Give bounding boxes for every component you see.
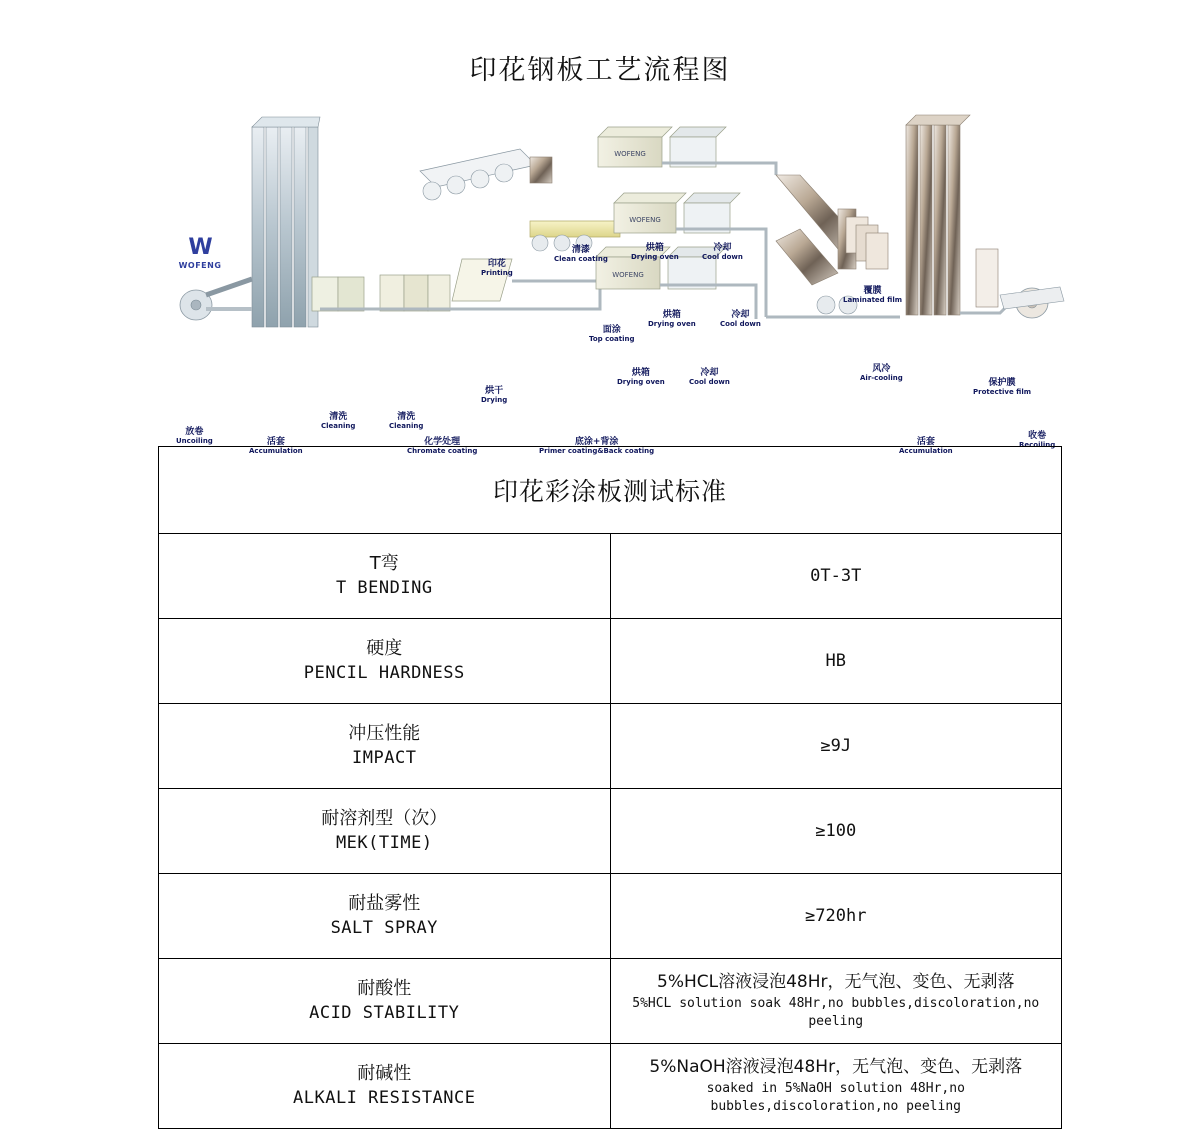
flow-label-drying-oven-2: 烘箱 Drying oven (648, 310, 696, 329)
spec-value-alkali-resistance: 5%NaOH溶液浸泡48Hr，无气泡、变色、无剥落 soaked in 5%NaOH solution 48Hr,no bubbles,discoloration,no peeling (610, 1044, 1062, 1129)
table-row (159, 959, 1062, 1044)
spec-table-wrapper (158, 446, 1062, 1129)
spec-value-salt-spray: ≥720hr (610, 874, 1062, 959)
logo-mark-icon: W (188, 235, 212, 260)
flow-label-protective-film: 保护膜 Protective film (973, 378, 1032, 397)
flow-label-printing: 印花 Printing (481, 259, 513, 278)
svg-text:WOFENG: WOFENG (612, 271, 644, 279)
table-row (159, 1044, 1062, 1129)
flow-label-air-cooling: 风冷 Air-cooling (860, 364, 903, 383)
spec-item-salt-spray: 耐盐雾性 SALT SPRAY (159, 874, 611, 959)
spec-value-t-bending: 0T-3T (610, 534, 1062, 619)
flow-label-chromate-coating: 化学处理 Chromate coating (407, 437, 478, 456)
svg-text:WOFENG: WOFENG (629, 216, 661, 224)
table-row (159, 789, 1062, 874)
spec-table (158, 446, 1062, 1129)
spec-value-mek: ≥100 (610, 789, 1062, 874)
flow-label-clean-coating: 清漆 Clean coating (554, 245, 608, 264)
flow-label-recoiling: 收卷 Recoiling (1019, 431, 1056, 450)
spec-item-alkali-resistance: 耐碱性 ALKALI RESISTANCE (159, 1044, 611, 1129)
spec-table-title: 印花彩涂板测试标准 (159, 447, 1062, 534)
table-title-row (159, 447, 1062, 534)
flow-label-top-coating: 面涂 Top coating (589, 325, 635, 344)
flow-label-primer-back-coating: 底涂+背涂 Primer coating&Back coating (539, 437, 655, 456)
flow-label-cleaning-1: 清洗 Cleaning (321, 412, 356, 431)
spec-item-acid-stability: 耐酸性 ACID STABILITY (159, 959, 611, 1044)
logo-text: WOFENG (178, 261, 222, 270)
flow-label-accumulation-in: 活套 Accumulation (249, 437, 303, 456)
brand-logo (172, 237, 228, 270)
flow-label-cool-down-2: 冷却 Cool down (720, 310, 761, 329)
spec-value-pencil-hardness: HB (610, 619, 1062, 704)
table-row (159, 704, 1062, 789)
flow-label-cool-down-3: 冷却 Cool down (702, 243, 743, 262)
page-title: 印花钢板工艺流程图 (469, 55, 731, 86)
spec-item-mek: 耐溶剂型（次） MEK(TIME) (159, 789, 611, 874)
flow-label-cool-down-1: 冷却 Cool down (689, 368, 730, 387)
spec-item-impact: 冲压性能 IMPACT (159, 704, 611, 789)
flow-label-drying: 烘干 Drying (481, 386, 508, 405)
flow-label-cleaning-2: 清洗 Cleaning (389, 412, 424, 431)
svg-text:WOFENG: WOFENG (614, 150, 646, 158)
table-row (159, 874, 1062, 959)
flow-label-accumulation-out: 活套 Accumulation (899, 437, 953, 456)
flow-label-drying-oven-1: 烘箱 Drying oven (617, 368, 665, 387)
flow-label-drying-oven-3: 烘箱 Drying oven (631, 243, 679, 262)
flow-label-uncoiling: 放卷 Uncoiling (176, 427, 213, 446)
spec-value-impact: ≥9J (610, 704, 1062, 789)
table-row (159, 619, 1062, 704)
spec-value-acid-stability: 5%HCL溶液浸泡48Hr，无气泡、变色、无剥落 5%HCL solution soak 48Hr,no bubbles,discoloration,no peeling (610, 959, 1062, 1044)
spec-item-pencil-hardness: 硬度 PENCIL HARDNESS (159, 619, 611, 704)
flow-label-laminated-film: 覆膜 Laminated film (843, 286, 903, 305)
table-row (159, 534, 1062, 619)
process-flow-diagram (0, 109, 1200, 456)
spec-item-t-bending: T弯 T BENDING (159, 534, 611, 619)
